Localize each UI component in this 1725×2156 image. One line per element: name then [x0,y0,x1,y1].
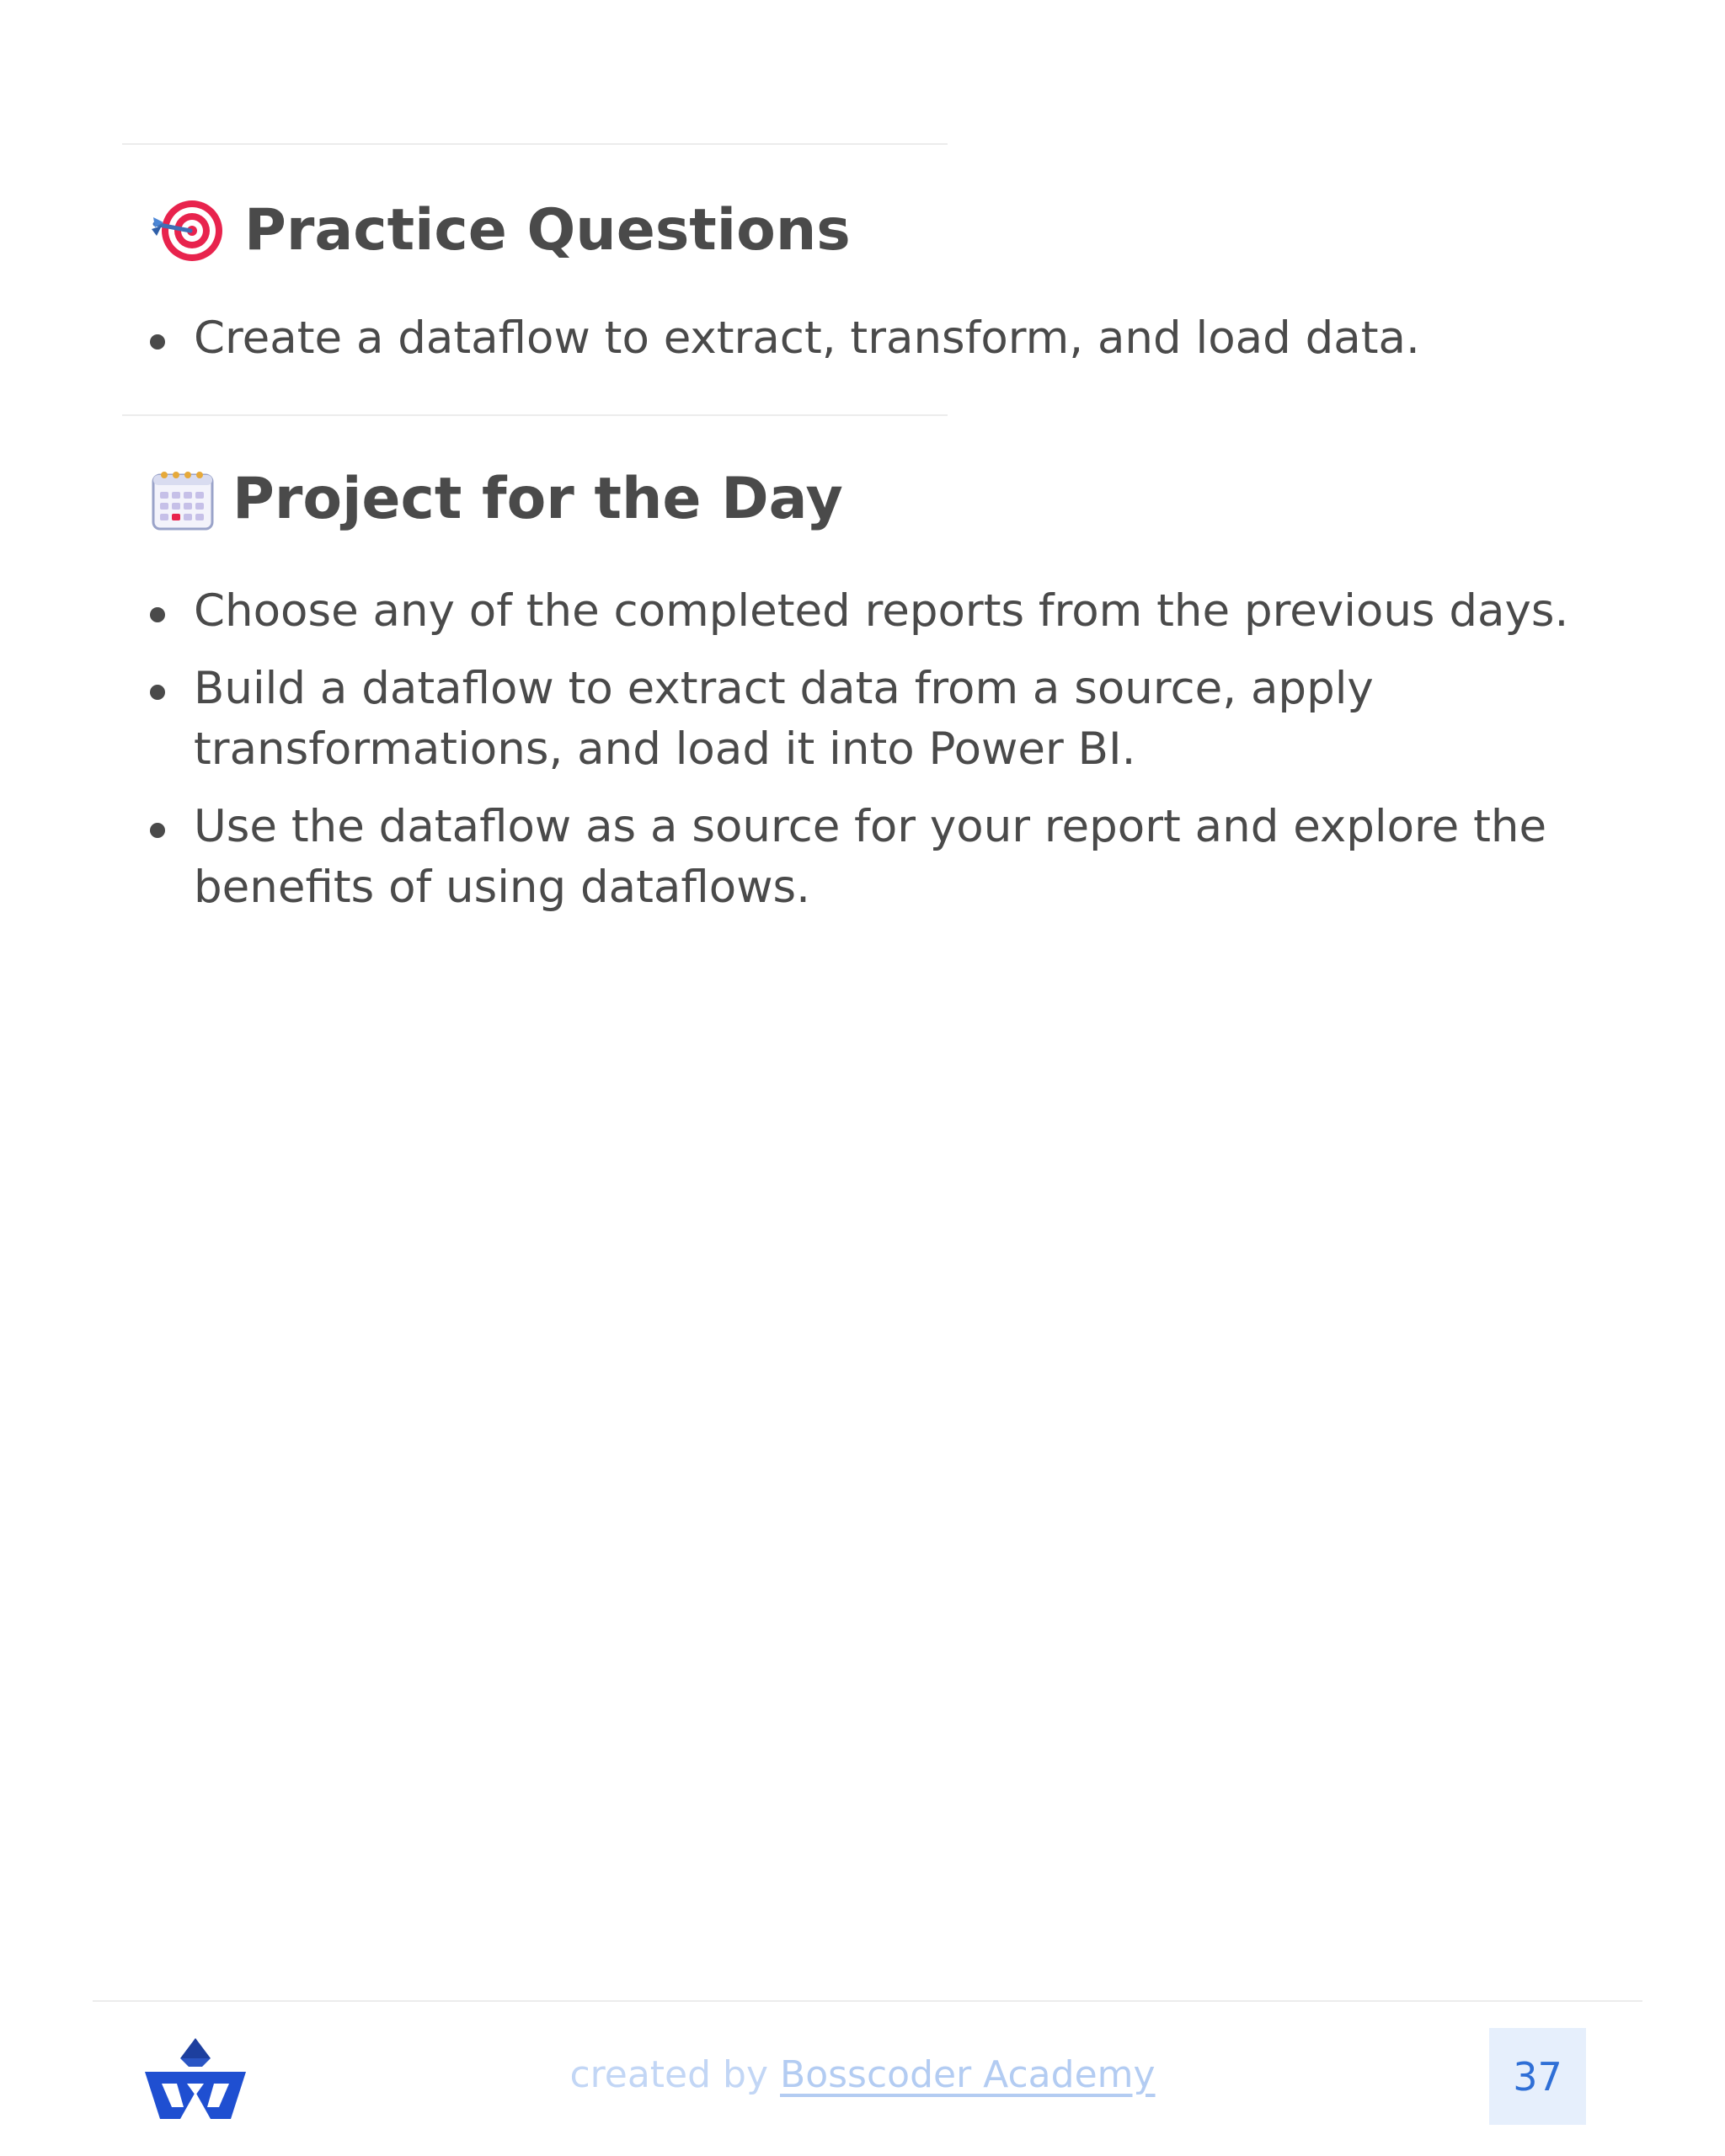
direct-hit-target-icon [150,192,226,268]
project-for-the-day-list [150,581,1582,935]
footer-credit [0,2053,1725,2096]
project-for-the-day-heading [150,466,843,532]
practice-questions-list [150,308,1582,386]
practice-questions-heading [150,192,851,268]
list-item: Build a dataflow to extract data from a source, apply transformations, and load it into Power BI. [150,659,1582,780]
list-item: Create a dataflow to extract, transform, and load data. [150,308,1582,369]
bosscoder-academy-link[interactable]: Bosscoder Academy [780,2053,1156,2096]
page-number-badge: 37 [1489,2028,1586,2125]
footer-divider [93,2000,1642,2002]
top-divider [122,143,948,145]
credit-prefix: created by [569,2053,769,2096]
calendar-icon [150,467,216,532]
list-item: Choose any of the completed reports from the previous days. [150,581,1582,642]
practice-questions-title: Practice Questions [244,196,851,264]
section-divider [122,414,948,416]
list-item: Use the dataflow as a source for your report and explore the benefits of using dataflows. [150,797,1582,918]
project-for-the-day-title: Project for the Day [232,466,843,532]
